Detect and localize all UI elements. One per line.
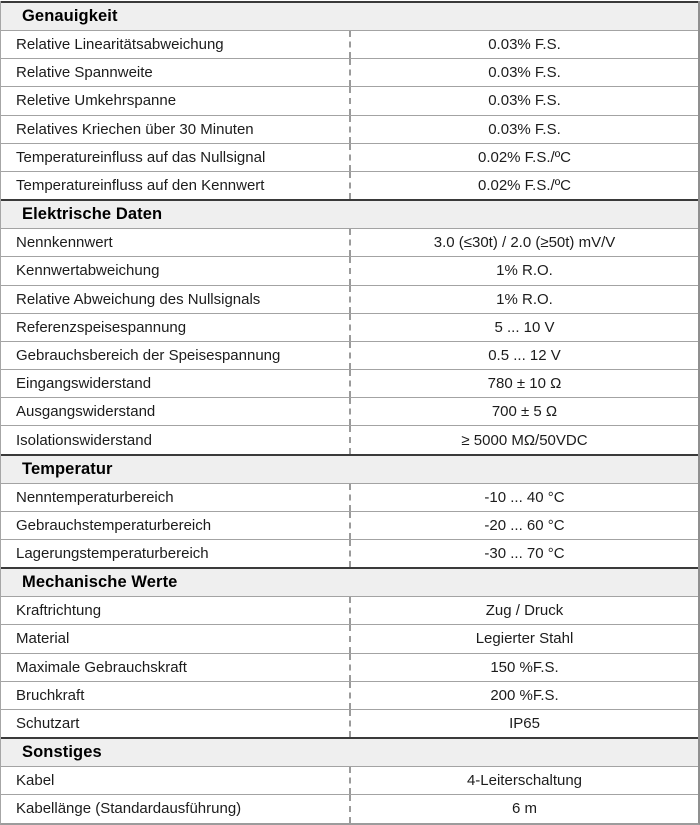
spec-row (1, 115, 698, 143)
section-header: Elektrische Daten (1, 199, 698, 228)
spec-row (1, 624, 698, 652)
spec-label: Maximale Gebrauchskraft (16, 658, 187, 676)
spec-label: Gebrauchsbereich der Speisespannung (16, 346, 281, 364)
spec-label: Reletive Umkehrspanne (16, 92, 177, 110)
spec-label: Relative Abweichung des Nullsignals (16, 290, 261, 308)
spec-value: -20 ... 60 °C (349, 512, 698, 539)
spec-label: Temperatureinfluss auf den Kennwert (16, 177, 265, 195)
spec-value: 200 %F.S. (349, 682, 698, 709)
spec-value: 780 ± 10 Ω (349, 370, 698, 397)
spec-row (1, 511, 698, 539)
spec-row (1, 653, 698, 681)
spec-row (1, 285, 698, 313)
spec-row (1, 143, 698, 171)
spec-row (1, 794, 698, 822)
spec-value: IP65 (349, 710, 698, 737)
spec-value: 5 ... 10 V (349, 314, 698, 341)
section-genauigkeit (1, 1, 698, 199)
spec-value: 1% R.O. (349, 257, 698, 284)
spec-value: 0.03% F.S. (349, 59, 698, 86)
section-sonstiges (1, 737, 698, 822)
section-header: Genauigkeit (1, 1, 698, 30)
spec-label: Relative Spannweite (16, 64, 153, 82)
section-header: Sonstiges (1, 737, 698, 766)
spec-table (0, 1, 700, 825)
spec-label: Bruchkraft (16, 686, 85, 704)
spec-value: 1% R.O. (349, 286, 698, 313)
spec-label: Gebrauchstemperaturbereich (16, 516, 212, 534)
section-temperatur (1, 454, 698, 568)
spec-label: Temperatureinfluss auf das Nullsignal (16, 148, 266, 166)
spec-value: 700 ± 5 Ω (349, 398, 698, 425)
spec-row (1, 58, 698, 86)
spec-row (1, 483, 698, 511)
spec-row (1, 539, 698, 567)
spec-value: ≥ 5000 MΩ/50VDC (349, 426, 698, 453)
section-elektrische-daten (1, 199, 698, 454)
spec-label: Relative Linearitätsabweichung (16, 36, 224, 54)
spec-row (1, 681, 698, 709)
spec-value: 0.03% F.S. (349, 31, 698, 58)
spec-label: Material (16, 630, 70, 648)
spec-label: Relatives Kriechen über 30 Minuten (16, 120, 254, 138)
spec-label: Kabellänge (Standardausführung) (16, 800, 242, 818)
spec-value: 0.03% F.S. (349, 116, 698, 143)
section-header: Temperatur (1, 454, 698, 483)
spec-label: Nenntemperaturbereich (16, 488, 174, 506)
spec-row (1, 30, 698, 58)
spec-label: Referenzspeisespannung (16, 318, 187, 336)
spec-row (1, 425, 698, 453)
spec-label: Eingangswiderstand (16, 375, 152, 393)
spec-label: Isolationswiderstand (16, 431, 152, 449)
spec-row (1, 86, 698, 114)
spec-value: 0.02% F.S./ºC (349, 144, 698, 171)
spec-label: Ausgangswiderstand (16, 403, 156, 421)
spec-value: 4-Leiterschaltung (349, 767, 698, 794)
section-mechanische-werte (1, 567, 698, 737)
spec-value: 0.03% F.S. (349, 87, 698, 114)
spec-value: -30 ... 70 °C (349, 540, 698, 567)
spec-row (1, 228, 698, 256)
spec-value: 0.02% F.S./ºC (349, 172, 698, 199)
spec-row (1, 256, 698, 284)
spec-value: 150 %F.S. (349, 654, 698, 681)
spec-label: Kennwertabweichung (16, 262, 160, 280)
spec-value: -10 ... 40 °C (349, 484, 698, 511)
spec-value: 6 m (349, 795, 698, 822)
spec-row (1, 709, 698, 737)
spec-row (1, 766, 698, 794)
spec-label: Kabel (16, 772, 55, 790)
spec-row (1, 596, 698, 624)
spec-value: Legierter Stahl (349, 625, 698, 652)
spec-row (1, 369, 698, 397)
spec-value: 0.5 ... 12 V (349, 342, 698, 369)
spec-label: Lagerungstemperaturbereich (16, 545, 209, 563)
spec-label: Kraftrichtung (16, 602, 102, 620)
spec-value: Zug / Druck (349, 597, 698, 624)
section-header: Mechanische Werte (1, 567, 698, 596)
spec-row (1, 171, 698, 199)
spec-row (1, 397, 698, 425)
spec-label: Nennkennwert (16, 234, 113, 252)
spec-value: 3.0 (≤30t) / 2.0 (≥50t) mV/V (349, 229, 698, 256)
spec-label: Schutzart (16, 715, 80, 733)
spec-row (1, 313, 698, 341)
spec-row (1, 341, 698, 369)
